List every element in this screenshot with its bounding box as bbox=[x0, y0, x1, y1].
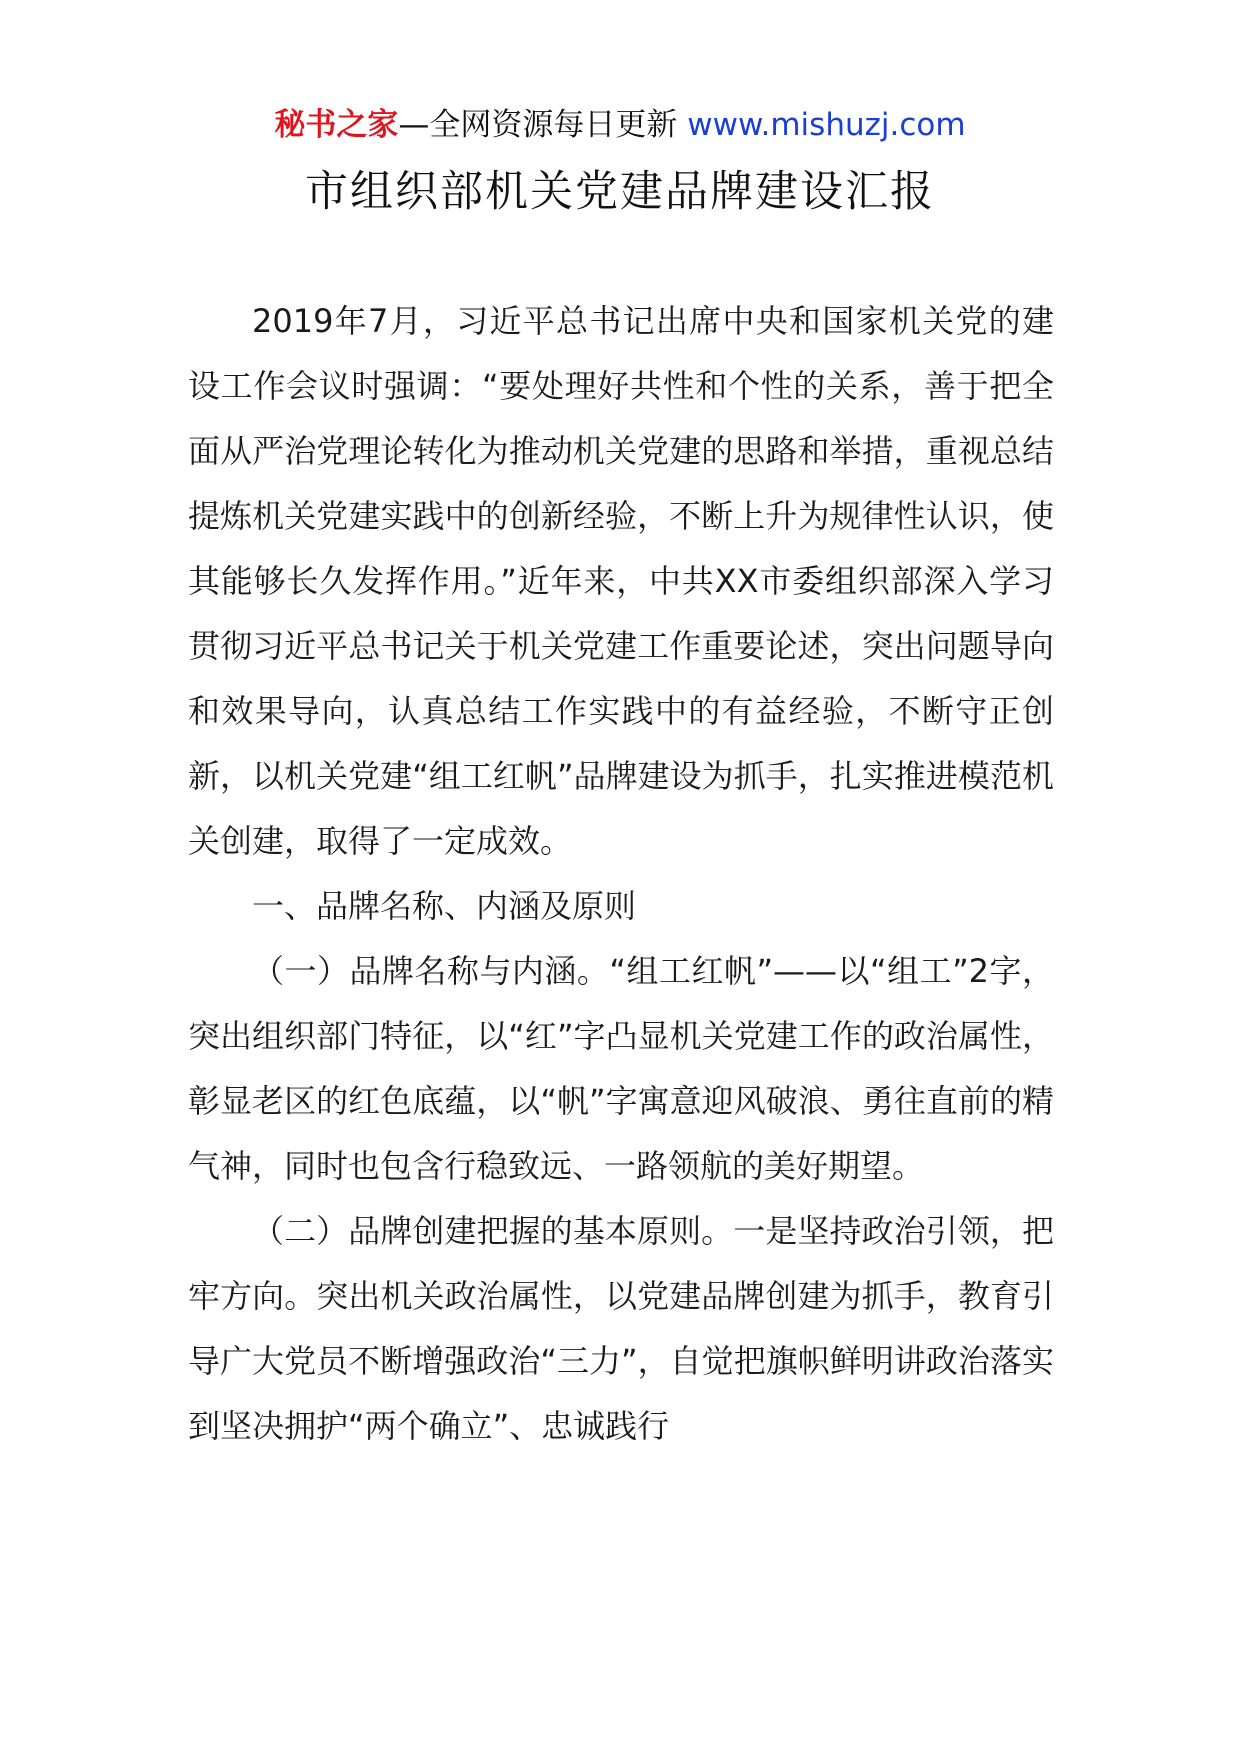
document-title: 市组织部机关党建品牌建设汇报 bbox=[305, 167, 935, 217]
site-brand: 秘书之家 bbox=[274, 107, 399, 143]
intro-paragraph: 2019年7月，习近平总书记出席中央和国家机关党的建设工作会议时强调：“要处理好共性和个性的关系，善于把全面从严治党理论转化为推动机关党建的思路和举措，重视总结提炼机关党建实践中的创新经验，不断上升为规律性认识，使其能够长久发挥作用。”近年来，中共XX市委组织部深入学习贯彻习近平总书记关于机关党建工作重要论述，突出问题导向和效果导向，认真总结工作实践中的有益经验，不断守正创新，以机关党建“组工红帆”品牌建设为抓手，扎实推进模范机关创建，取得了一定成效。 bbox=[188, 302, 1054, 860]
subsection-paragraph: （二）品牌创建把握的基本原则。一是坚持政治引领，把牢方向。突出机关政治属性，以党建品牌创建为抓手，教育引导广大党员不断增强政治“三力”，自觉把旗帜鲜明讲政治落实到坚决拥护“两个确立”、忠诚践行 bbox=[188, 1212, 1054, 1445]
site-header bbox=[0, 100, 1240, 150]
section-heading: 一、品牌名称、内涵及原则 bbox=[252, 887, 637, 925]
site-tagline: —全网资源每日更新 bbox=[398, 107, 678, 143]
site-url-link[interactable]: www.mishuzj.com bbox=[687, 107, 966, 143]
subsection-paragraph: （一）品牌名称与内涵。“组工红帆”——以“组工”2字，突出组织部门特征，以“红”字凸显机关党建工作的政治属性，彰显老区的红色底蕴，以“帆”字寓意迎风破浪、勇往直前的精气神，同时也包含行稳致远、一路领航的美好期望。 bbox=[188, 952, 1054, 1185]
document-body bbox=[188, 289, 1054, 1459]
